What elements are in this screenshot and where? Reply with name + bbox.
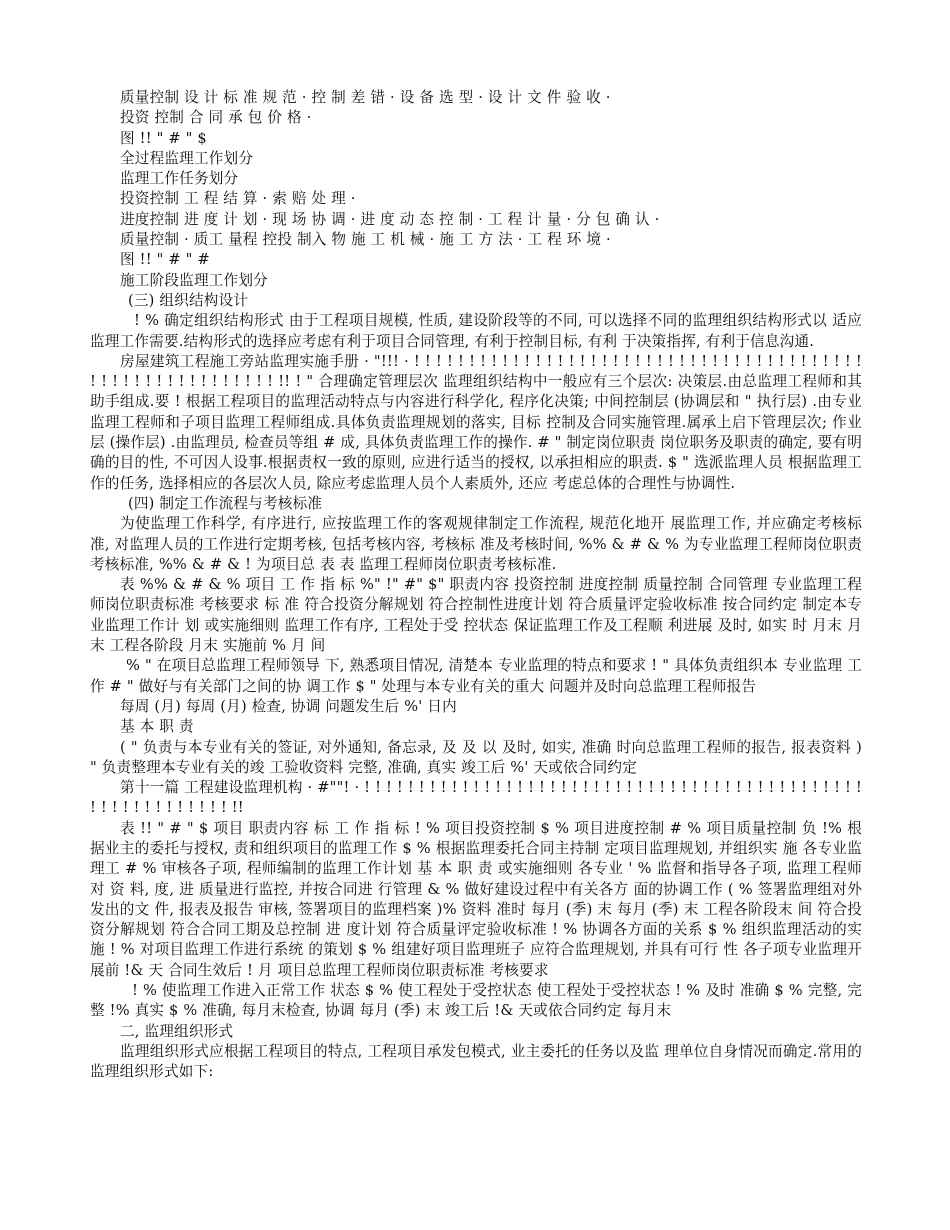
body-paragraph: 房屋建筑工程施工旁站监理实施手册 · "!!! · ! ! ! ! ! ! ! ! ! ! ! ! ! ! ! ! ! ! ! ! ! ! ! ! ! ! ! ! ! ! ! ! ! ! ! ! ! ! ! ! ! ! ! ! ! ! ! ! ! ! ! ! ! ! ! ! ! ! !! ! " 合理确定管理层次 监理组织结构中一般应有三个层次: 决策层.由总监理工程师和其助手组成.要 ! 根据工程项目的监理活动特点与内容进行科学化, 程序化决策; 中间控制层 (协调层和 " 执行层) .由专业监理工程师和子项目监理工程师组成.具体负责监理规划的落实, 目标 控制及合同实施管理.属承上启下管理层次; 作业层 (操作层) .由监理员, 检查员等组 # 成, 具体负责监理工作的操作. # " 制定岗位职责 岗位职务及职责的确定, 要有明确的目的性, 不可因人设事.根据责权一致的原则, 应进行适当的授权, 以承担相应的职责. $ " 选派监理人员 根据监理工作的任务, 选择相应的各层次人员, 除应考虑监理人员个人素质外, 还应 考虑总体的合理性与协调性. — [90, 352, 862, 492]
table-text-paragraph: ! % 使监理工作进入正常工作 状态 $ % 使工程处于受控状态 使工程处于受控状态 ! % 及时 准确 $ % 完整, 完整 !% 真实 $ % 准确, 每月末检查, 协调 每月 (季) 末 竣工后 !& 天或依合同约定 每月末 — [90, 982, 862, 1020]
text-line: 质量控制 设 计 标 准 规 范 · 控 制 差 错 · 设 备 选 型 · 设 计 文 件 验 收 · — [120, 89, 611, 106]
table-text-paragraph: % " 在项目总监理工程师领导 下, 熟悉项目情况, 清楚本 专业监理的特点和要求 ! " 具体负责组织本 专业监理 工作 # " 做好与有关部门之间的协 调工作 $ " 处理与本专业有关的重大 问题并及时向总监理工程师报告 — [90, 657, 862, 695]
table-text-paragraph: ( " 负责与本专业有关的签证, 对外通知, 备忘录, 及 及 以 及时, 如实, 准确 时向总监理工程师的报告, 报表资料 ) " 负责整理本专业有关的竣 工验收资料 完整, 准确, 真实 竣工后 %' 天或依合同约定 — [90, 738, 862, 776]
text-line: 进度控制 进 度 计 划 · 现 场 协 调 · 进 度 动 态 控 制 · 工 程 计 量 · 分 包 确 认 · — [120, 210, 660, 228]
text-line: 基 本 职 责 — [120, 718, 194, 736]
document-page — [90, 88, 862, 1083]
text-line: 投资 控制 合 同 承 包 价 格 · — [120, 109, 312, 127]
text-line: 每周 (月) 每周 (月) 检查, 协调 问题发生后 %' 日内 — [120, 697, 457, 715]
figure-label: 图 !! " # " # — [120, 251, 210, 269]
figure-label: 图 !! " # " $ — [120, 129, 207, 147]
section-heading: (三) 组织结构设计 — [128, 291, 249, 309]
section-heading: (四) 制定工作流程与考核标准 — [128, 494, 323, 512]
body-paragraph: ! % 确定组织结构形式 由于工程项目规模, 性质, 建设阶段等的不同, 可以选择不同的监理组织结构形式以 适应监理工作需要.结构形式的选择应考虑有利于项目合同管理, 有利于控制目标, 有利 于决策指挥, 有利于信息沟通. — [90, 312, 862, 350]
body-paragraph: 监理组织形式应根据工程项目的特点, 工程项目承发包模式, 业主委托的任务以及监 理单位自身情况而确定.常用的监理组织形式如下: — [90, 1042, 862, 1081]
text-line: 监理工作任务划分 — [120, 170, 239, 188]
figure-caption: 全过程监理工作划分 — [120, 149, 254, 167]
section-heading: 二, 监理组织形式 — [120, 1022, 234, 1040]
figure-caption: 施工阶段监理工作划分 — [120, 271, 268, 289]
table-text-paragraph: 表 %% & # & % 项目 工 作 指 标 %" !" #" $" 职责内容 投资控制 进度控制 质量控制 合同管理 专业监理工程师岗位职责标准 考核要求 标 准 符合投资分解规划 符合控制性进度计划 符合质量评定验收标准 按合同约定 制定本专业监理工作计 划 或实施细则 监理工作有序, 工程处于受 控状态 保证监理工作及工程顺 利进展 及时, 如实 时 月末 月末 工程各阶段 月末 实施前 % 月 间 — [90, 576, 862, 655]
text-line: 质量控制 · 质工 量程 控投 制入 物 施 工 机 械 · 施 工 方 法 · 工 程 环 境 · — [120, 231, 611, 249]
table-text-paragraph: 表 !! " # " $ 项目 职责内容 标 工 作 指 标 ! % 项目投资控制 $ % 项目进度控制 # % 项目质量控制 负 !% 根据业主的委托与授权, 责和组织项目的监理工作 $ % 根据监理委托合同主持制 定项目监理规划, 并组织实 施 各专业监理工 # % 审核各子项, 程师编制的监理工作计划 基 本 职 责 或实施细则 各专业 ' % 监督和指导各子项, 监理工程师对 资 料, 度, 进 质量进行监控, 并按合同进 行管理 & % 做好建设过程中有关各方 面的协调工作 ( % 签署监理组对外发出的文 件, 报表及报告 审核, 签署项目的监理档案 )% 资料 准时 每月 (季) 末 每月 (季) 末 工程各阶段末 间 符合投资分解规划 符合合同工期及总控制 进 度计划 符合质量评定验收标准 ! % 协调各方面的关系 $ % 组织监理活动的实施 ! % 对项目监理工作进行系统 的策划 $ % 组建好项目监理班子 应符合监理规划, 并具有可行 性 各子项专业监理开展前 !& 天 合同生效后 ! 月 项目总监理工程师岗位职责标准 考核要求 — [90, 819, 862, 979]
running-header: 第十一篇 工程建设监理机构 · #""! · ! ! ! ! ! ! ! ! ! ! ! ! ! ! ! ! ! ! ! ! ! ! ! ! ! ! ! ! ! ! ! ! ! ! ! ! ! ! ! ! ! ! ! ! ! ! ! ! ! ! ! ! ! ! ! ! ! ! ! !! — [90, 779, 862, 817]
text-line: 投资控制 工 程 结 算 · 索 赔 处 理 · — [120, 190, 356, 208]
body-paragraph: 为使监理工作科学, 有序进行, 应按监理工作的客观规律制定工作流程, 规范化地开 展监理工作, 并应确定考核标准, 对监理人员的工作进行定期考核, 包括考核内容, 考核标 准及考核时间, %% & # & % 为专业监理工程师岗位职责考核标准, %% & # & ! 为项目总 表 表 监理工程师岗位职责考核标准. — [90, 515, 862, 573]
